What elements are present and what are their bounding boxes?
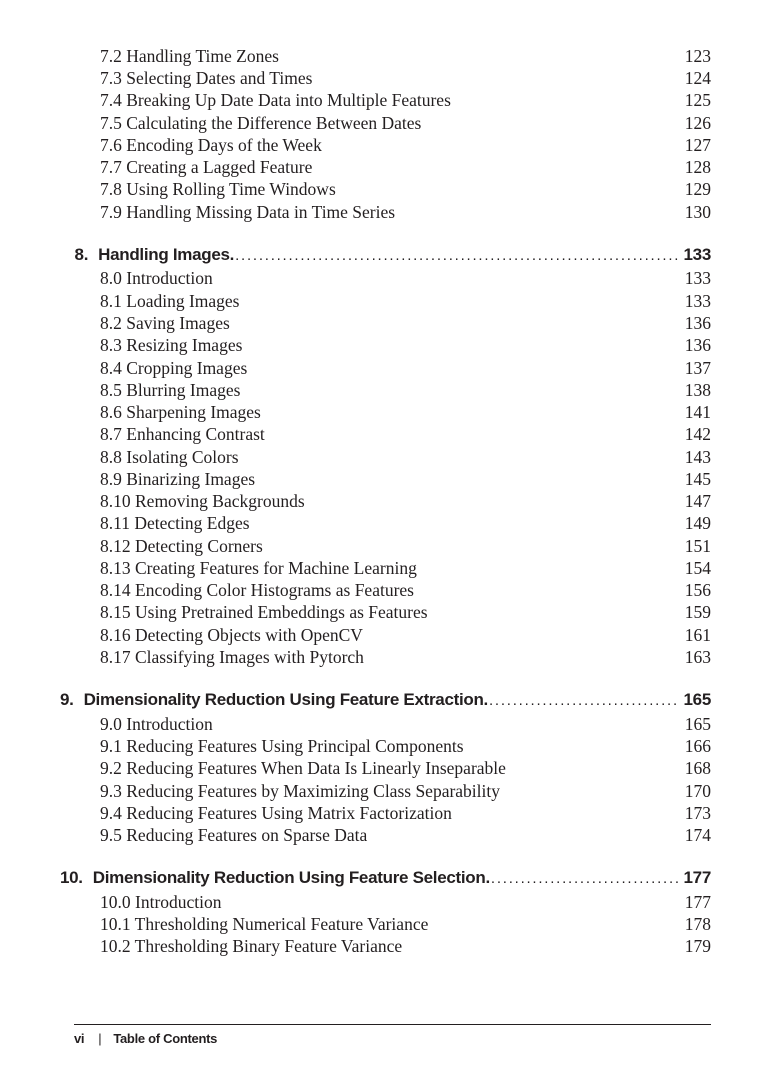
toc-entry[interactable] bbox=[100, 625, 711, 645]
toc-entry-label: 8.1 Loading Images bbox=[100, 291, 240, 311]
footer-separator: | bbox=[98, 1031, 102, 1046]
toc-entry[interactable] bbox=[100, 90, 711, 110]
toc-entry-page: 151 bbox=[684, 536, 711, 556]
toc-entry-label: 8.8 Isolating Colors bbox=[100, 447, 239, 467]
toc-entry[interactable] bbox=[100, 781, 711, 801]
toc-entry-page: 133 bbox=[684, 291, 711, 311]
toc-entry-label: 7.7 Creating a Lagged Feature bbox=[100, 157, 313, 177]
toc-entry-page: 143 bbox=[684, 447, 711, 467]
toc-entry[interactable] bbox=[100, 469, 711, 489]
dot-leader bbox=[489, 691, 678, 711]
page-footer bbox=[74, 1030, 217, 1048]
toc-entry[interactable] bbox=[100, 447, 711, 467]
toc-entry-page: 179 bbox=[684, 936, 711, 956]
chapter-page: 177 bbox=[683, 868, 711, 887]
toc-entry[interactable] bbox=[100, 268, 711, 288]
toc-entry-label: 7.9 Handling Missing Data in Time Series bbox=[100, 202, 396, 222]
toc-entry-page: 149 bbox=[684, 513, 711, 533]
toc-entry-label: 8.10 Removing Backgrounds bbox=[100, 491, 305, 511]
toc-entry-page: 126 bbox=[684, 113, 711, 133]
toc-entry-label: 8.13 Creating Features for Machine Learning bbox=[100, 558, 417, 578]
toc-entry-label: 9.2 Reducing Features When Data Is Linearly Inseparable bbox=[100, 758, 506, 778]
toc-entry-label: 8.12 Detecting Corners bbox=[100, 536, 263, 556]
toc-entry[interactable] bbox=[100, 358, 711, 378]
toc-entry[interactable] bbox=[100, 580, 711, 600]
chapter-heading-9[interactable] bbox=[60, 690, 711, 711]
running-footer-title: Table of Contents bbox=[113, 1031, 218, 1046]
toc-entry[interactable] bbox=[100, 736, 711, 756]
toc-entry-page: 142 bbox=[684, 424, 711, 444]
toc-entry-label: 9.0 Introduction bbox=[100, 714, 213, 734]
chapter-title: Dimensionality Reduction Using Feature Extraction. bbox=[83, 690, 488, 709]
toc-entry-page: 159 bbox=[684, 602, 711, 622]
toc-entry-label: 8.3 Resizing Images bbox=[100, 335, 243, 355]
toc-entry-label: 8.6 Sharpening Images bbox=[100, 402, 261, 422]
toc-entry-page: 123 bbox=[684, 46, 711, 66]
toc-entry[interactable] bbox=[100, 936, 711, 956]
toc-entry-label: 9.5 Reducing Features on Sparse Data bbox=[100, 825, 368, 845]
toc-entry[interactable] bbox=[100, 68, 711, 88]
toc-entry[interactable] bbox=[100, 424, 711, 444]
toc-entry-page: 137 bbox=[684, 358, 711, 378]
toc-entry[interactable] bbox=[100, 892, 711, 912]
toc-entry-label: 7.6 Encoding Days of the Week bbox=[100, 135, 322, 155]
footer-divider bbox=[74, 1024, 711, 1025]
toc-entry-page: 170 bbox=[684, 781, 711, 801]
toc-entry-page: 161 bbox=[684, 625, 711, 645]
toc-entry-label: 7.4 Breaking Up Date Data into Multiple Features bbox=[100, 90, 451, 110]
toc-entry-label: 8.9 Binarizing Images bbox=[100, 469, 256, 489]
toc-entry-label: 8.17 Classifying Images with Pytorch bbox=[100, 647, 364, 667]
toc-entry[interactable] bbox=[100, 714, 711, 734]
toc-entry-label: 8.4 Cropping Images bbox=[100, 358, 248, 378]
toc-entry-label: 9.4 Reducing Features Using Matrix Factorization bbox=[100, 803, 452, 823]
chapter-number: 10. bbox=[60, 868, 83, 887]
toc-entry[interactable] bbox=[100, 46, 711, 66]
toc-entry[interactable] bbox=[100, 914, 711, 934]
toc-entry-page: 145 bbox=[684, 469, 711, 489]
toc-entry-page: 154 bbox=[684, 558, 711, 578]
toc-entry-label: 8.11 Detecting Edges bbox=[100, 513, 250, 533]
toc-entry[interactable] bbox=[100, 135, 711, 155]
toc-entry-label: 8.14 Encoding Color Histograms as Features bbox=[100, 580, 414, 600]
toc-entry-page: 128 bbox=[684, 157, 711, 177]
toc-entry-label: 8.0 Introduction bbox=[100, 268, 213, 288]
toc-entry-label: 7.5 Calculating the Difference Between Dates bbox=[100, 113, 422, 133]
toc-entry-label: 8.7 Enhancing Contrast bbox=[100, 424, 265, 444]
dot-leader bbox=[235, 246, 677, 266]
toc-entry-page: 125 bbox=[684, 90, 711, 110]
toc-entry-label: 10.0 Introduction bbox=[100, 892, 222, 912]
toc-entry[interactable] bbox=[100, 157, 711, 177]
toc-entry-page: 173 bbox=[684, 803, 711, 823]
toc-entry-page: 165 bbox=[684, 714, 711, 734]
toc-entry[interactable] bbox=[100, 402, 711, 422]
toc-entry-page: 130 bbox=[684, 202, 711, 222]
toc-entry[interactable] bbox=[100, 313, 711, 333]
toc-entry-label: 10.1 Thresholding Numerical Feature Variance bbox=[100, 914, 429, 934]
toc-entry[interactable] bbox=[100, 647, 711, 667]
dot-leader bbox=[491, 869, 678, 889]
toc-entry-label: 7.8 Using Rolling Time Windows bbox=[100, 179, 336, 199]
toc-entry-page: 178 bbox=[684, 914, 711, 934]
toc-entry-page: 177 bbox=[684, 892, 711, 912]
toc-entry[interactable] bbox=[100, 758, 711, 778]
toc-entry[interactable] bbox=[100, 202, 711, 222]
chapter-number: 9. bbox=[60, 690, 74, 709]
toc-entry[interactable] bbox=[100, 602, 711, 622]
toc-entry[interactable] bbox=[100, 179, 711, 199]
toc-entry-page: 127 bbox=[684, 135, 711, 155]
chapter-heading-10[interactable] bbox=[60, 868, 711, 889]
toc-entry-label: 10.2 Thresholding Binary Feature Variance bbox=[100, 936, 403, 956]
toc-entry[interactable] bbox=[100, 113, 711, 133]
toc-entry-page: 124 bbox=[684, 68, 711, 88]
toc-entry-page: 141 bbox=[684, 402, 711, 422]
toc-entry[interactable] bbox=[100, 513, 711, 533]
toc-entry-label: 8.5 Blurring Images bbox=[100, 380, 241, 400]
toc-entry-page: 129 bbox=[684, 179, 711, 199]
toc-entry-label: 9.1 Reducing Features Using Principal Components bbox=[100, 736, 464, 756]
toc-entry-page: 168 bbox=[684, 758, 711, 778]
toc-entry-label: 7.3 Selecting Dates and Times bbox=[100, 68, 313, 88]
toc-entry-label: 8.2 Saving Images bbox=[100, 313, 230, 333]
chapter-title: Handling Images. bbox=[98, 245, 235, 264]
chapter-title: Dimensionality Reduction Using Feature Selection. bbox=[92, 868, 490, 887]
toc-entry[interactable] bbox=[100, 335, 711, 355]
toc-entry-label: 8.16 Detecting Objects with OpenCV bbox=[100, 625, 363, 645]
page-number: vi bbox=[74, 1031, 85, 1046]
toc-entry-page: 136 bbox=[684, 335, 711, 355]
toc-entry[interactable] bbox=[100, 491, 711, 511]
toc-entry[interactable] bbox=[100, 825, 711, 845]
toc-entry-page: 147 bbox=[684, 491, 711, 511]
toc-entry-page: 156 bbox=[684, 580, 711, 600]
toc-entry-page: 163 bbox=[684, 647, 711, 667]
toc-entry[interactable] bbox=[100, 803, 711, 823]
toc-entry-label: 9.3 Reducing Features by Maximizing Class Separability bbox=[100, 781, 501, 801]
toc-entry-label: 7.2 Handling Time Zones bbox=[100, 46, 279, 66]
chapter-page: 165 bbox=[683, 690, 711, 709]
toc-entry-page: 166 bbox=[684, 736, 711, 756]
chapter-number: 8. bbox=[74, 245, 89, 264]
toc-entry-page: 136 bbox=[684, 313, 711, 333]
toc-entry-page: 138 bbox=[684, 380, 711, 400]
toc-entry-page: 174 bbox=[684, 825, 711, 845]
chapter-page: 133 bbox=[683, 245, 711, 264]
toc-entry[interactable] bbox=[100, 558, 711, 578]
toc-entry-label: 8.15 Using Pretrained Embeddings as Features bbox=[100, 602, 428, 622]
toc-entry[interactable] bbox=[100, 291, 711, 311]
toc-entry[interactable] bbox=[100, 380, 711, 400]
toc-entry[interactable] bbox=[100, 536, 711, 556]
toc-entry-page: 133 bbox=[684, 268, 711, 288]
chapter-heading-8[interactable] bbox=[60, 245, 711, 266]
